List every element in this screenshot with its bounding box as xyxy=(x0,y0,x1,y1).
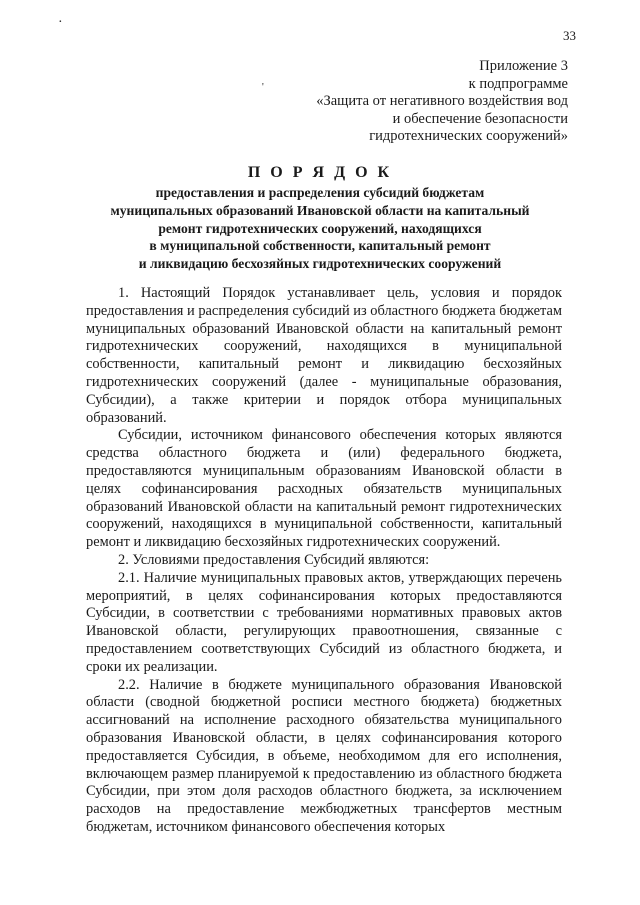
document-subtitle xyxy=(60,184,580,273)
appendix-line: и обеспечение безопасности xyxy=(392,110,568,127)
subtitle-line: предоставления и распределения субсидий бюджетам xyxy=(155,185,485,200)
paragraph-2: Субсидии, источником финансового обеспечения которых являются средства областного бюджета и (или) федерального бюджета, предоставляются муниципальным образованиям Ивановской области в целях софинансирования расходных обязательств муниципальных образований Ивановской области на капитальный ремонт гидротехнических сооружений, находящихся в муниципальной собственности, капитальный ремонт и ликвидацию бесхозяйных гидротехнических сооружений. xyxy=(86,427,562,551)
appendix-header xyxy=(316,58,568,146)
paragraph-4: 2.1. Наличие муниципальных правовых актов, утверждающих перечень мероприятий, в целях софинансирования которых предоставляются Субсидии, в соответствии с требованиями нормативных правовых актов Ивановской области, регулирующих правоотношения, связанные с предоставлением соответствующих Субсидий из областного бюджета, и сроки их реализации. xyxy=(86,569,562,675)
paragraph-5: 2.2. Наличие в бюджете муниципального образования Ивановской области (сводной бюджетной росписи местного бюджета) бюджетных ассигнований на исполнение расходного обязательства муниципального образования Ивановской области, в целях софинансирования которого предоставляется Субсидия, в объеме, необходимом для его исполнения, включающем размер планируемой к предоставлению из областного бюджета Субсидии, при этом доля расходов областного бюджета, за исключением расходов на предоставление межбюджетных трансфертов местным бюджетам, источником финансового обеспечения которых xyxy=(86,676,562,835)
appendix-line: к подпрограмме xyxy=(468,75,568,92)
paragraph-1: 1. Настоящий Порядок устанавливает цель, условия и порядок предоставления и распределения субсидий из областного бюджета бюджетам муниципальных образований Ивановской области на капитальный ремонт гидротехнических сооружений, находящихся в муниципальной собственности, капитальный ремонт и ликвидацию бесхозяйных гидротехнических сооружений (далее - муниципальные образования, Субсидии), а также критерии и порядок отбора муниципальных образований. xyxy=(86,285,562,426)
appendix-line: гидротехнических сооружений» xyxy=(369,128,568,144)
appendix-line: Приложение 3 xyxy=(479,58,568,74)
subtitle-line: и ликвидацию бесхозяйных гидротехнических сооружений xyxy=(138,256,502,272)
document-title: П О Р Я Д О К xyxy=(247,164,393,181)
appendix-line: «Защита от негативного воздействия вод xyxy=(316,93,568,109)
document-body xyxy=(86,285,562,837)
page-number: 33 xyxy=(563,28,576,43)
subtitle-line: в муниципальной собственности, капитальный ремонт xyxy=(149,238,491,254)
subtitle-line: ремонт гидротехнических сооружений, находящихся xyxy=(158,220,482,236)
subtitle-line: муниципальных образований Ивановской области на капитальный xyxy=(110,202,530,218)
scan-speck: ' xyxy=(262,82,264,93)
scan-speck: · xyxy=(58,15,63,30)
paragraph-3: 2. Условиями предоставления Субсидий являются: xyxy=(118,551,430,568)
